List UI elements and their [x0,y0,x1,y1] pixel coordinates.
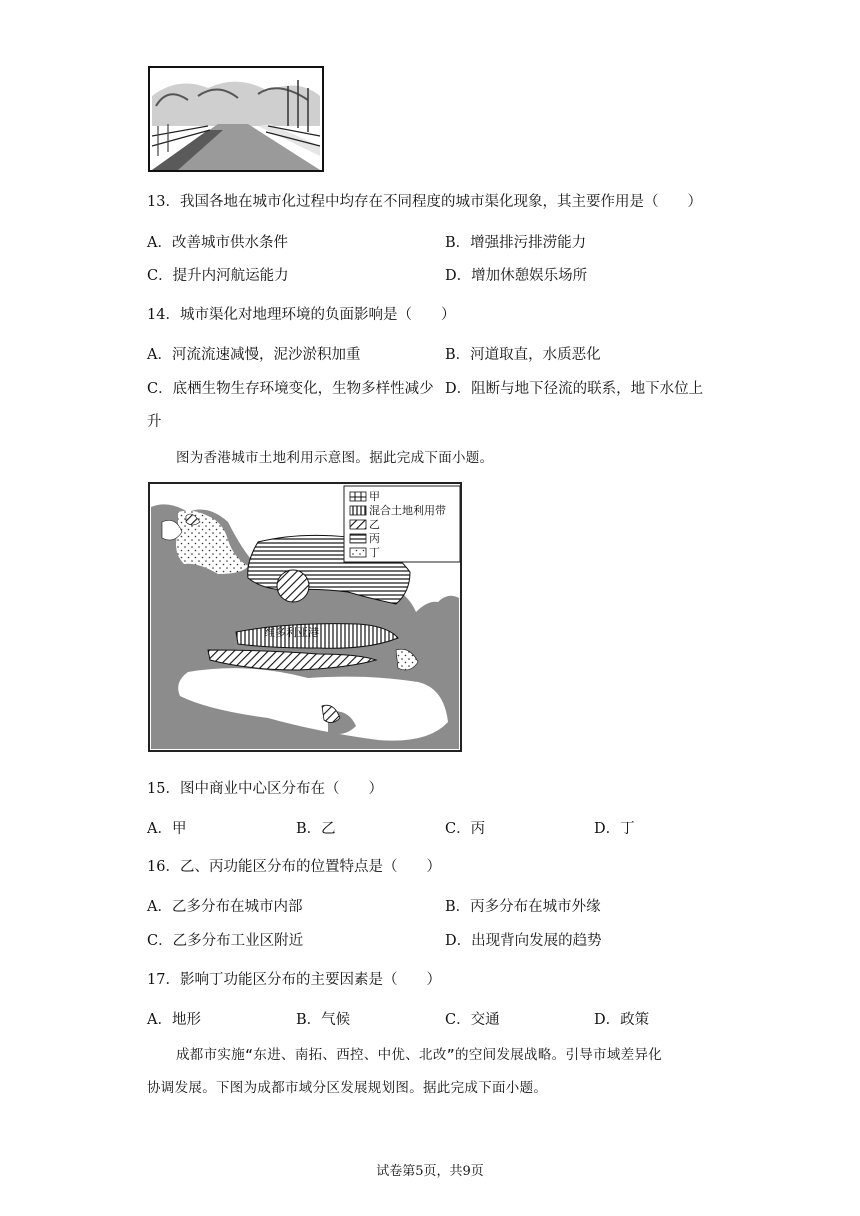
question-16-stem: 16．乙、丙功能区分布的位置特点是（ ） [147,859,441,875]
question-14-stem: 14．城市渠化对地理环境的负面影响是（ ） [147,307,456,323]
q16-option-b[interactable]: B．丙多分布在城市外缘 [445,899,601,915]
intro-chengdu-line2: 协调发展。下图为成都市域分区发展规划图。据此完成下面小题。 [147,1080,548,1096]
q15-option-c[interactable]: C．丙 [445,821,486,837]
q16-option-c[interactable]: C．乙多分布工业区附近 [147,933,304,949]
q14-option-c[interactable]: C．底栖生物生存环境变化，生物多样性减少 [147,381,434,397]
q16-option-d[interactable]: D．出现背向发展的趋势 [445,933,602,949]
q14-option-d-wrap: 升 [147,414,162,430]
question-17-stem: 17．影响丁功能区分布的主要因素是（ ） [147,972,441,988]
legend-bing: 丙 [369,532,380,545]
q16-option-a[interactable]: A．乙多分布在城市内部 [147,899,303,915]
q14-option-b[interactable]: B．河道取直，水质恶化 [445,347,601,363]
q17-option-b[interactable]: B．气候 [296,1012,351,1028]
q13-option-d[interactable]: D．增加休憩娱乐场所 [445,268,588,284]
legend-yi: 乙 [369,518,380,531]
canal-photo [148,66,324,172]
q14-option-a[interactable]: A．河流流速减慢，泥沙淤积加重 [147,347,361,363]
question-15-stem: 15．图中商业中心区分布在（ ） [147,781,383,797]
q13-option-a[interactable]: A．改善城市供水条件 [147,235,288,251]
intro-chengdu-line1: 成都市实施“东进、南拓、西控、中优、北改”的空间发展战略。引导市域差异化 [176,1047,663,1063]
hongkong-land-use-map [148,482,462,752]
q15-option-b[interactable]: B．乙 [296,821,336,837]
q14-option-d[interactable]: D．阻断与地下径流的联系，地下水位上 [445,381,704,397]
q13-option-c[interactable]: C．提升内河航运能力 [147,268,289,284]
q17-option-d[interactable]: D．政策 [594,1012,650,1028]
q13-option-b[interactable]: B．增强排污排涝能力 [445,235,587,251]
question-13-stem: 13．我国各地在城市化过程中均存在不同程度的城市渠化现象，其主要作用是（ ） [147,194,702,210]
legend-mixed: 混合土地利用带 [369,504,446,517]
q17-option-c[interactable]: C．交通 [445,1012,500,1028]
harbor-label: 维多利亚港 [264,626,319,639]
q15-option-a[interactable]: A．甲 [147,821,187,837]
q17-option-a[interactable]: A．地形 [147,1012,201,1028]
legend-jia: 甲 [369,490,380,503]
legend-ding: 丁 [369,546,380,559]
q15-option-d[interactable]: D．丁 [594,821,635,837]
intro-hongkong: 图为香港城市土地利用示意图。据此完成下面小题。 [176,450,494,466]
page-footer: 试卷第5页，共9页 [376,1164,484,1179]
